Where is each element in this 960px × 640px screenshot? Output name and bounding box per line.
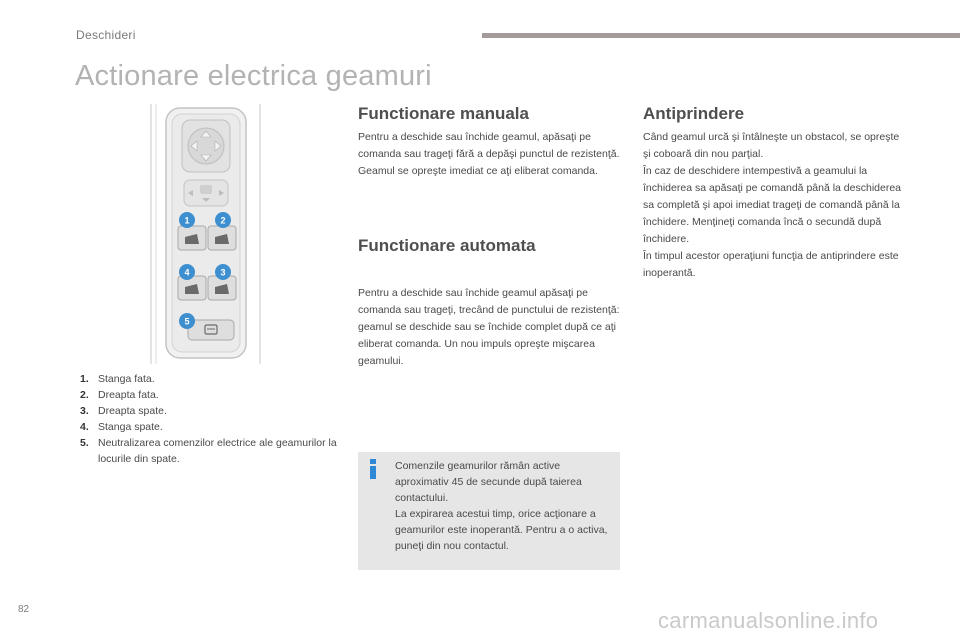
badge-1 <box>179 212 195 228</box>
paragraph-manual-operation: Pentru a deschide sau închide geamul, apăsaţi pe comanda sau trageţi fără a depăşi punctul de rezistenţă. Geamul se opreşte imediat ce aţi eliberat comanda. <box>358 131 620 177</box>
legend-item: 2. Dreapta fata. <box>80 389 159 401</box>
section-header: Deschideri <box>76 28 136 42</box>
badge-3 <box>215 264 231 280</box>
anti-pinch-line: În timpul acestor operaţiuni funcţia de antiprindere este inoperantă. <box>643 250 899 279</box>
badge-3-label: 3 <box>220 267 226 278</box>
heading-manual-operation: Functionare manuala <box>358 104 529 123</box>
legend-item: 5. Neutralizarea comenzilor electrice ale geamurilor la locurile din spate. <box>80 437 337 465</box>
legend-item: 3. Dreapta spate. <box>80 405 167 417</box>
rear-lockout-switch <box>188 320 234 340</box>
info-note-line: Comenzile geamurilor rămân active aproximativ 45 de secunde după taierea contactului. <box>395 460 582 504</box>
legend-item: 1. Stanga fata. <box>80 373 155 385</box>
mirror-selector <box>184 180 228 206</box>
anti-pinch-line: În caz de deschidere intempestivă a geamului la închiderea sa apăsaţi pe comandă până la deschiderea sa completă şi apoi imediat trageţi de comandă până la închidere. Menţineţi comanda încă o secundă după închidere. <box>643 165 902 245</box>
header-rule <box>482 33 960 38</box>
mirror-control <box>182 120 230 172</box>
badge-1-label: 1 <box>184 215 190 226</box>
heading-anti-pinch: Antiprindere <box>643 104 745 123</box>
figure-legend <box>80 371 343 467</box>
window-switch-panel-figure <box>148 102 263 364</box>
badge-5-label: 5 <box>184 316 190 327</box>
legend-item: 4. Stanga spate. <box>80 421 163 433</box>
paragraph-automatic-operation: Pentru a deschide sau închide geamul apăsaţi pe comanda sau trageţi, trecând de punctului de rezistenţă: geamul se deschide sau se închide complet după ce aţi eliberat comanda. Un nou impuls opreşte mişcarea geamului. <box>358 287 620 367</box>
badge-2-label: 2 <box>220 215 226 226</box>
badge-4-label: 4 <box>184 267 190 278</box>
page-number: 82 <box>18 604 30 615</box>
page-title: Actionare electrica geamuri <box>75 60 432 92</box>
info-note-box <box>358 452 620 570</box>
watermark: carmanualsonline.info <box>658 608 879 633</box>
info-note-line: La expirarea acestui timp, orice acţionare a geamurilor este inoperantă. Pentru a o activa, puneţi din nou contactul. <box>395 508 608 552</box>
anti-pinch-line: Când geamul urcă şi întâlneşte un obstacol, se opreşte şi coboară din nou parţial. <box>643 131 900 160</box>
info-note-text <box>395 458 615 554</box>
badge-5 <box>179 313 195 329</box>
badge-2 <box>215 212 231 228</box>
paragraph-anti-pinch <box>643 129 908 282</box>
heading-automatic-operation: Functionare automata <box>358 236 536 255</box>
info-icon <box>366 459 380 479</box>
badge-4 <box>179 264 195 280</box>
